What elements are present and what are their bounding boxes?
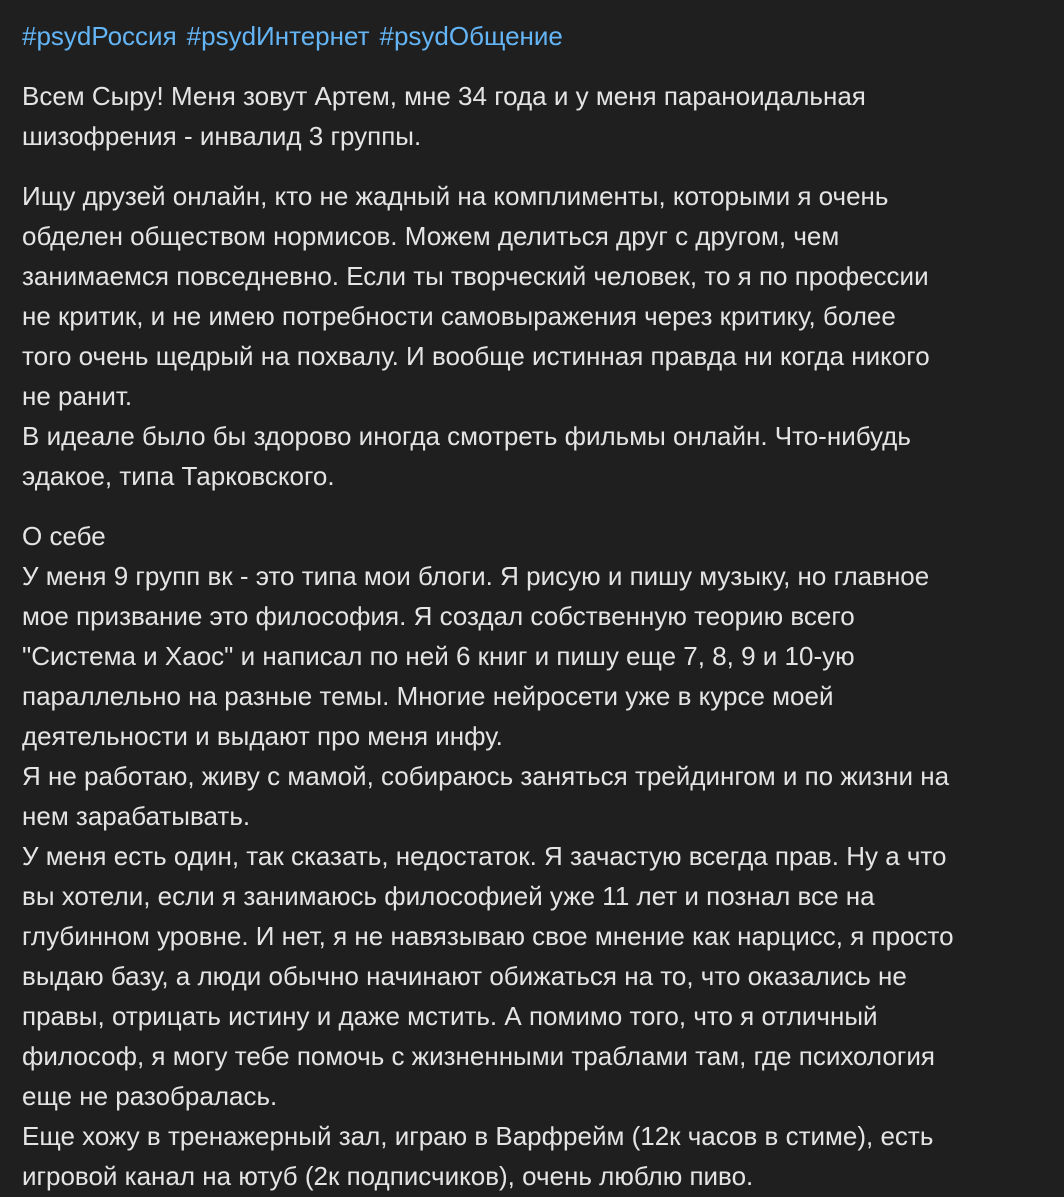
message-text-line: занимаемся повседневно. Если ты творческий человек, то я по профессии [22,261,929,291]
message-text-line: не ранит. [22,381,133,411]
message-text-line: эдакое, типа Тарковского. [22,461,335,491]
message-body [22,76,1044,1196]
message-text-line: того очень щедрый на похвалу. И вообще истинная правда ни когда никого [22,341,930,371]
message-text-line: еще не разобралась. [22,1081,278,1111]
message-text-line: нем зарабатывать. [22,801,251,831]
message-text-line: вы хотели, если я занимаюсь философией уже 11 лет и познал все на [22,881,875,911]
message-text-line: У меня 9 групп вк - это типа мои блоги. Я рисую и пишу музыку, но главное [22,561,930,591]
hashtag-list [22,16,1044,56]
message-text-line: Еще хожу в тренажерный зал, играю в Варфрейм (12к часов в стиме), есть [22,1121,934,1151]
message-text-line: О себе [22,521,106,551]
message-text-line: игровой канал на ютуб (2к подписчиков), очень люблю пиво. [22,1161,754,1191]
hashtag-link-internet[interactable]: #psydИнтернет [186,21,370,51]
message-text-line: философ, я могу тебе помочь с жизненными траблами там, где психология [22,1041,935,1071]
message-text-line: Я не работаю, живу с мамой, собираюсь заняться трейдингом и по жизни на [22,761,950,791]
message-text-line: глубинном уровне. И нет, я не навязываю свое мнение как нарцисс, я просто [22,921,954,951]
message-text-line: мое призвание это философия. Я создал собственную теорию всего [22,601,855,631]
message-text-line: У меня есть один, так сказать, недостаток. Я зачастую всегда прав. Ну а что [22,841,947,871]
message-text-line: параллельно на разные темы. Многие нейросети уже в курсе моей [22,681,834,711]
message-text-line: В идеале было бы здорово иногда смотреть фильмы онлайн. Что-нибудь [22,421,911,451]
message-text-line: обделен обществом нормисов. Можем делиться друг с другом, чем [22,221,840,251]
hashtag-link-russia[interactable]: #psydРоссия [22,21,177,51]
message-paragraph [22,176,1044,496]
message-text-line: деятельности и выдают про меня инфу. [22,721,503,751]
hashtag-link-communication[interactable]: #psydОбщение [379,21,563,51]
message-text-line: шизофрения - инвалид 3 группы. [22,121,422,151]
message-text-line: правы, отрицать истину и даже мстить. А помимо того, что я отличный [22,1001,878,1031]
message-text-line: "Система и Хаос" и написал по ней 6 книг и пишу еще 7, 8, 9 и 10-ую [22,641,855,671]
message-paragraph [22,516,1044,1196]
message-paragraph [22,76,1044,156]
message-text-line: выдаю базу, а люди обычно начинают обижаться на то, что оказались не [22,961,907,991]
message-text-line: не критик, и не имею потребности самовыражения через критику, более [22,301,896,331]
message-text-line: Всем Сыру! Меня зовут Артем, мне 34 года и у меня параноидальная [22,81,866,111]
message-text-line: Ищу друзей онлайн, кто не жадный на комплименты, которыми я очень [22,181,889,211]
